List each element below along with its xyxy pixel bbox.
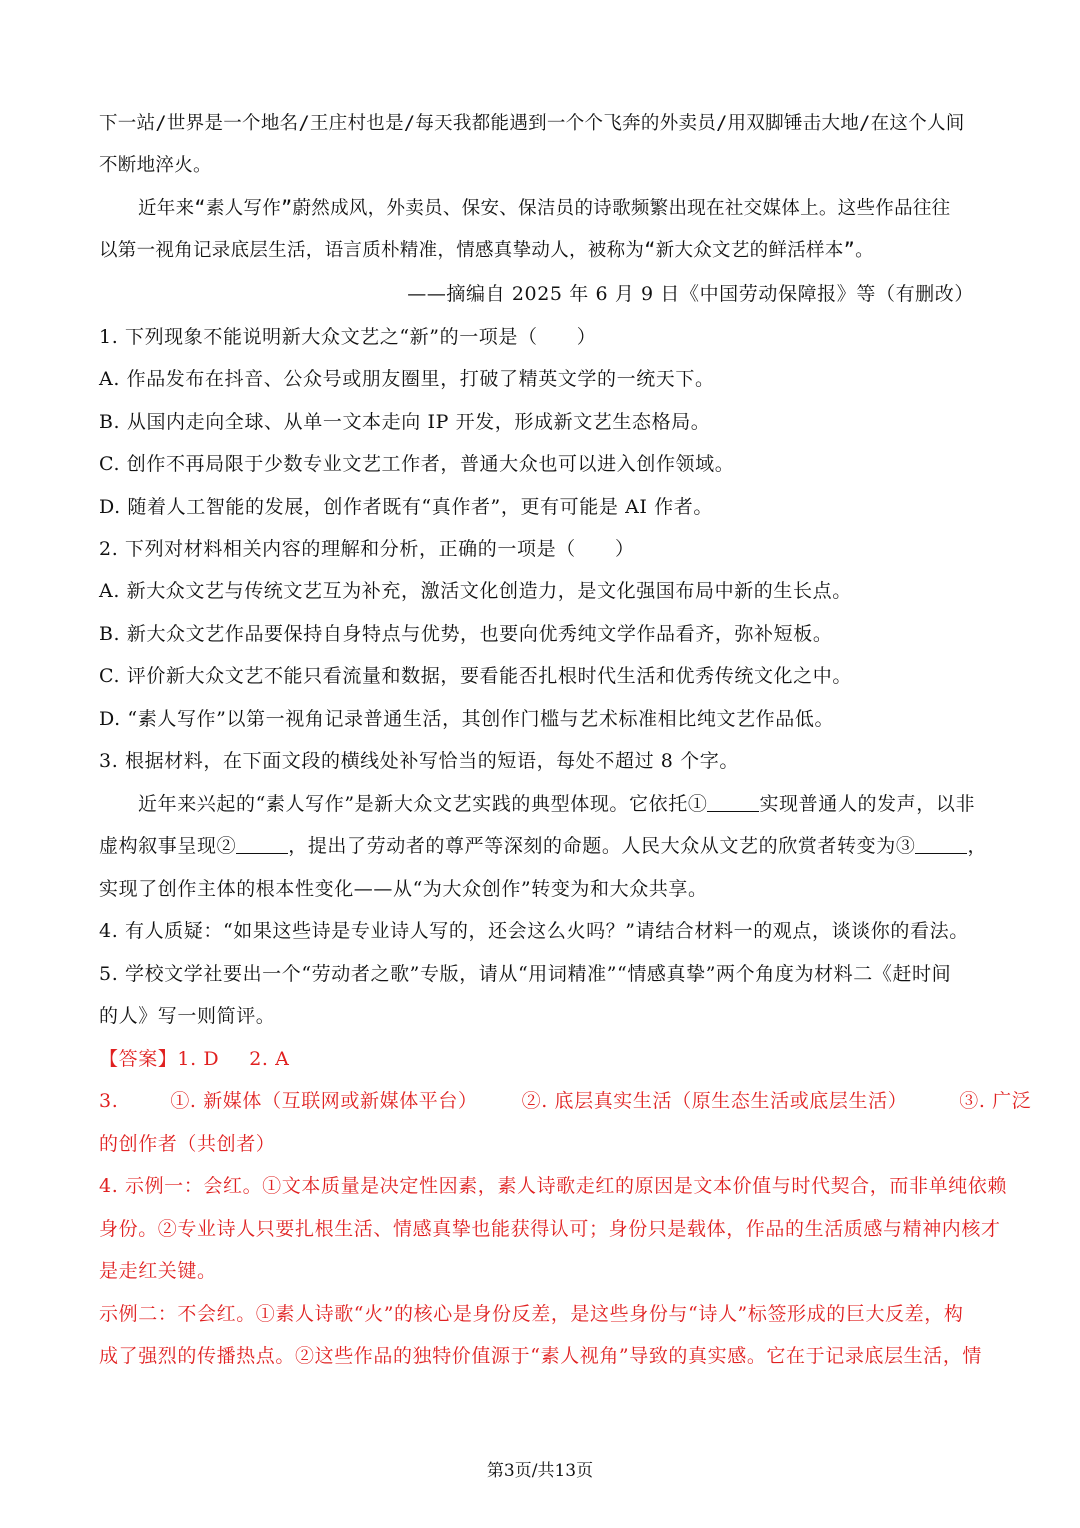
- answer-3-item-1: ①. 新媒体（互联网或新媒体平台）: [170, 1090, 478, 1112]
- question-3-passage-line-1: [138, 792, 981, 816]
- answer-3-item-3: ③. 广泛: [959, 1090, 1032, 1112]
- material-paragraph-line-1: 近年来“素人写作”蔚然成风，外卖员、保安、保洁员的诗歌频繁出现在社交媒体上。这些作品往往: [138, 198, 951, 219]
- answer-3-item-2: ②. 底层真实生活（原生态生活或底层生活）: [521, 1090, 908, 1112]
- question-4: 4. 有人质疑：“如果这些诗是专业诗人写的，还会这么火吗？”请结合材料一的观点，谈谈你的看法。: [99, 920, 969, 942]
- blank-3[interactable]: [915, 835, 967, 854]
- blank-2[interactable]: [236, 835, 288, 854]
- passage-text: 实现普通人的发声，以非: [759, 793, 976, 815]
- blank-1[interactable]: [707, 793, 759, 812]
- blank-2-marker: ②: [216, 835, 237, 857]
- question-5-line-2: 的人》写一则简评。: [99, 1005, 276, 1027]
- question-1-option-d: D. 随着人工智能的发展，创作者既有“真作者”，更有可能是 AI 作者。: [99, 496, 713, 518]
- blank-1-marker: ①: [687, 793, 708, 815]
- answer-3-line: [99, 1089, 1032, 1113]
- question-1-option-c: C. 创作不再局限于少数专业文艺工作者，普通大众也可以进入创作领域。: [99, 453, 735, 475]
- blank-3-marker: ③: [895, 835, 916, 857]
- passage-text: 虚构叙事呈现: [99, 835, 217, 857]
- question-3-passage-line-2: [99, 834, 988, 858]
- answer-3-number: 3.: [99, 1090, 119, 1112]
- answer-line-1: [99, 1047, 981, 1071]
- material-source: ——摘编自 2025 年 6 月 9 日《中国劳动保障报》等（有删改）: [407, 283, 974, 305]
- question-5-line-1: 5. 学校文学社要出一个“劳动者之歌”专版，请从“用词精准”“情感真挚”两个角度为材料二《赶时间: [99, 963, 952, 985]
- answer-4-example-2-line-1: 示例二：不会红。①素人诗歌“火”的核心是身份反差，是这些身份与“诗人”标签形成的巨大反差，构: [99, 1303, 964, 1325]
- passage-text: 近年来兴起的“素人写作”是新大众文艺实践的典型体现。它依托: [138, 793, 688, 815]
- passage-text: ，: [967, 835, 988, 857]
- answer-4-line-2: 身份。②专业诗人只要扎根生活、情感真挚也能获得认可；身份只是载体，作品的生活质感与精神内核才: [99, 1218, 1001, 1240]
- poem-line-2: 不断地淬火。: [99, 155, 212, 176]
- question-2-option-a: A. 新大众文艺与传统文艺互为补充，激活文化创造力，是文化强国布局中新的生长点。: [99, 580, 852, 602]
- question-2-stem: 2. 下列对材料相关内容的理解和分析，正确的一项是（ ）: [99, 538, 635, 560]
- passage-text: ，提出了劳动者的尊严等深刻的命题。人民大众从文艺的欣赏者转变为: [288, 835, 896, 857]
- answer-tag: 【答案】: [99, 1048, 178, 1070]
- answer-1: 1. D: [177, 1048, 220, 1070]
- page-number: 第3页/共13页: [486, 1461, 594, 1481]
- answer-3-continued: 的创作者（共创者）: [99, 1133, 276, 1155]
- question-2-option-b: B. 新大众文艺作品要保持自身特点与优势，也要向优秀纯文学作品看齐，弥补短板。: [99, 623, 833, 645]
- question-3-stem: 3. 根据材料，在下面文段的横线处补写恰当的短语，每处不超过 8 个字。: [99, 750, 739, 772]
- answer-2: 2. A: [249, 1048, 290, 1070]
- material-paragraph-line-2: 以第一视角记录底层生活，语言质朴精准，情感真挚动人，被称为“新大众文艺的鲜活样本”。: [99, 240, 874, 261]
- answer-4-line-3: 是走红关键。: [99, 1260, 217, 1282]
- question-3-passage-line-3: 实现了创作主体的根本性变化——从“为大众创作”转变为和大众共享。: [99, 878, 708, 900]
- question-2-option-c: C. 评价新大众文艺不能只看流量和数据，要看能否扎根时代生活和优秀传统文化之中。: [99, 665, 852, 687]
- question-2-option-d: D. “素人写作”以第一视角记录普通生活，其创作门槛与艺术标准相比纯文艺作品低。: [99, 708, 835, 730]
- poem-line-1: 下一站/世界是一个地名/王庄村也是/每天我都能遇到一个个飞奔的外卖员/用双脚锤击大地/在这个人间: [99, 113, 965, 134]
- question-1-stem: 1. 下列现象不能说明新大众文艺之“新”的一项是（ ）: [99, 326, 597, 348]
- question-1-option-b: B. 从国内走向全球、从单一文本走向 IP 开发，形成新文艺生态格局。: [99, 411, 711, 433]
- answer-4-example-2-line-2: 成了强烈的传播热点。②这些作品的独特价值源于“素人视角”导致的真实感。它在于记录底层生活，情: [99, 1345, 983, 1367]
- question-1-option-a: A. 作品发布在抖音、公众号或朋友圈里，打破了精英文学的一统天下。: [99, 368, 715, 390]
- answer-4-line-1: 4. 示例一：会红。①文本质量是决定性因素，素人诗歌走红的原因是文本价值与时代契合，而非单纯依赖: [99, 1175, 1007, 1197]
